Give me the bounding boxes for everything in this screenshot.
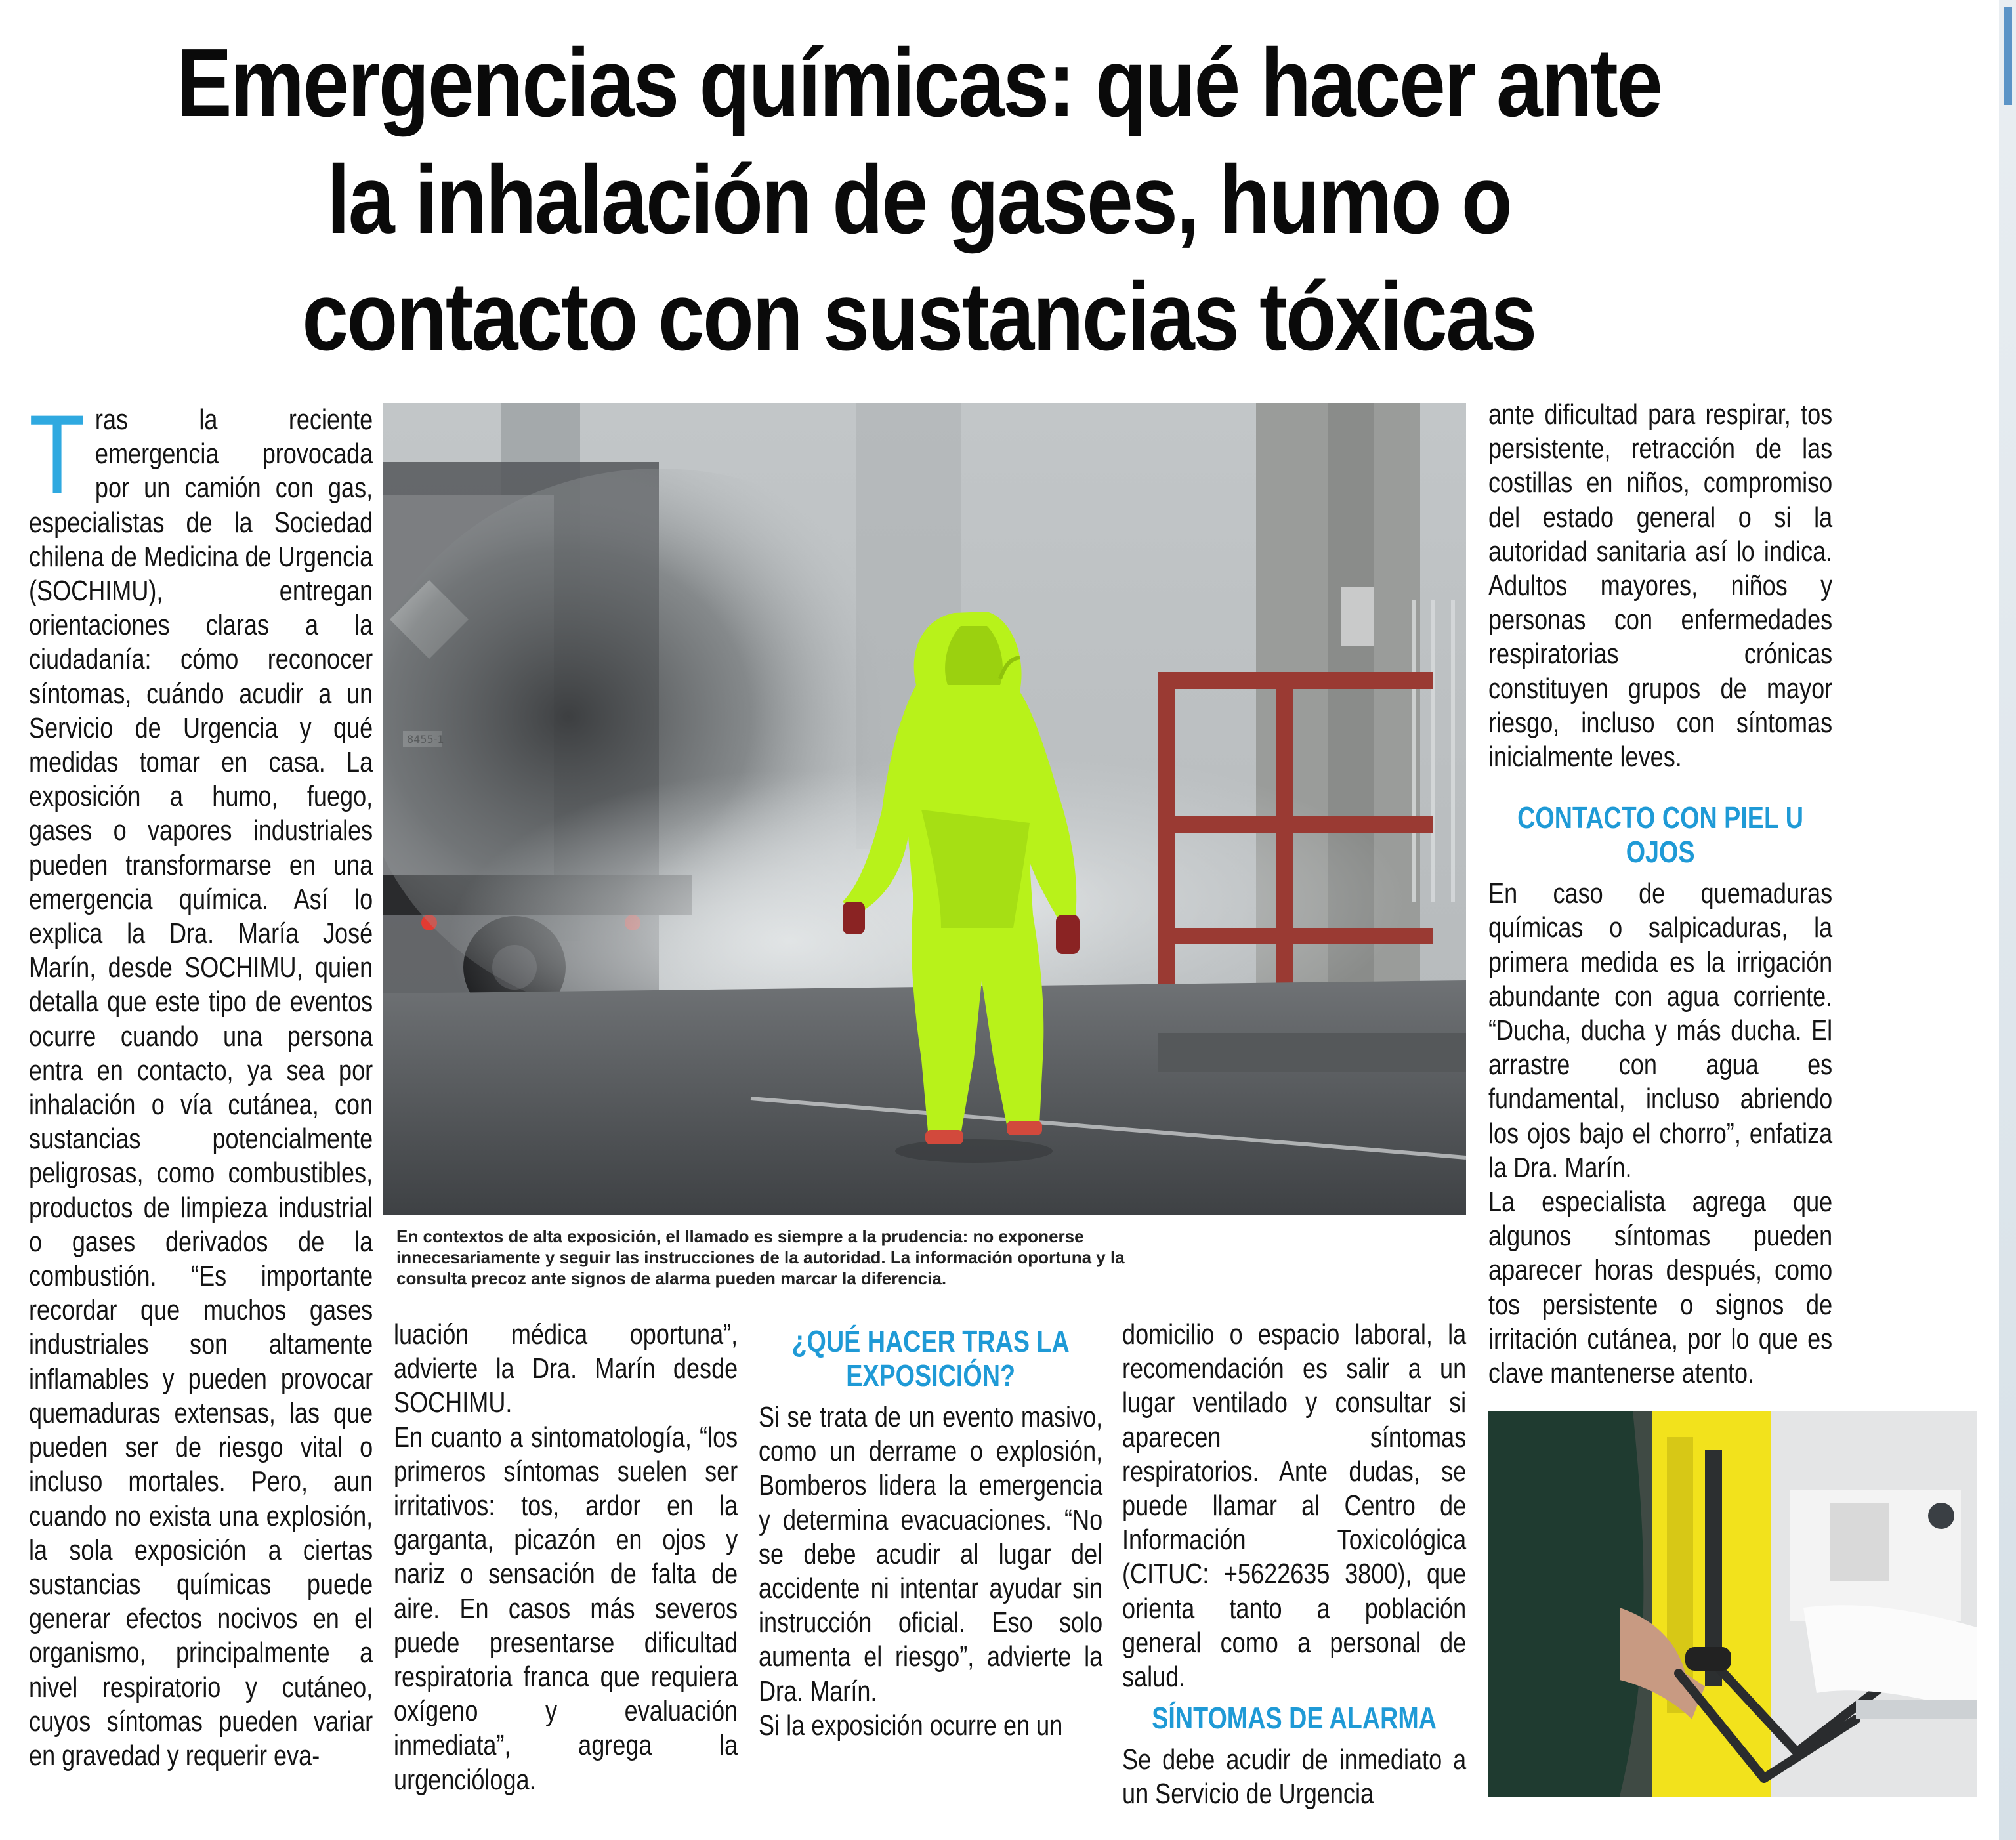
column-5-paragraph-1: ante dificultad para respirar, tos persistente, retracción de las costillas en niños, compromiso del estado general o si la autoridad sanitaria así lo indica. Adultos mayores, niños y personas con enfermedades respiratorias crónicas constituyen grupos de mayor riesgo, incluso con síntomas inicialmente leves. (1488, 398, 1833, 774)
column-2-paragraph-1: luación médica oportuna”, advierte la Dra. Marín desde SOCHIMU. (394, 1318, 738, 1419)
ambulance-stretcher-image (1488, 1411, 1977, 1797)
intro-paragraph: Tras la reciente emergencia provocada por un camión con gas, especialistas de la Sociedad chilena de Medicina de Urgencia (SOCHIMU), entregan orientaciones claras a la ciudadanía: cómo reconocer síntomas, cuándo acudir a un Servicio de Urgencia y qué medidas tomar en casa. La exposición a humo, fuego, gases o vapores industriales pueden transformarse en una emergencia química. Así lo explica la Dra. María José Marín, desde SOCHIMU, quien detalla que este tipo de eventos ocurre cuando una persona entra en contacto, ya sea por inhalación o vía cutánea, con sustancias potencialmente peligrosas, como combustibles, productos de limpieza industrial o gases derivados de la combustión. “Es importante recordar que muchos gases industriales son altamente inflamables y pueden provocar quemaduras extensas, las que pueden ser de riesgo vital o incluso mortales. Pero, aun cuando no exista una explosión, la sola exposición a ciertas sustancias químicas puede generar efectos nocivos en el organismo, principalmente a nivel respiratorio y cutáneo, cuyos síntomas pueden variar en gravedad y requerir eva- (29, 392, 373, 1772)
subhead-alarm-symptoms: SÍNTOMAS DE ALARMA (1152, 1701, 1437, 1736)
hazmat-photo (383, 403, 1466, 1215)
column-2 (394, 1318, 738, 1797)
ambulance-photo (1488, 1411, 1977, 1797)
column-3-paragraph-2: Si la exposición ocurre en un (759, 1709, 1063, 1742)
page-edge-strip (1999, 0, 2016, 1840)
column-3 (759, 1318, 1102, 1743)
column-4-paragraph-1: domicilio o espacio laboral, la recomendación es salir a un lugar ventilado y consultar si aparecen síntomas respiratorios. Ante dudas, se puede llamar al Centro de Información Toxicológica (CITUC: +5622635 3800), que orienta tanto a población general como a personal de salud. (1122, 1318, 1467, 1694)
column-1 (29, 392, 373, 1773)
column-5-paragraph-3: La especialista agrega que algunos síntomas pueden aparecer horas después, como tos persistente o signos de irritación cutánea, por lo que es clave mantenerse atento. (1488, 1186, 1833, 1390)
subhead-skin-eyes: CONTACTO CON PIEL U OJOS (1517, 801, 1804, 869)
page-edge-tab (2004, 7, 2012, 105)
subhead-what-to-do: ¿QUÉ HACER TRAS LA EXPOSICIÓN? (791, 1324, 1070, 1392)
photo-caption: En contextos de alta exposición, el llamado es siempre a la prudencia: no exponerse innecesariamente y seguir las instrucciones de la autoridad. La información oportuna y la consulta precoz ante signos de alarma pueden marcar la diferencia. (396, 1226, 1125, 1288)
column-4 (1122, 1318, 1466, 1812)
hazmat-scene-image (383, 403, 1466, 1215)
column-5-paragraph-2: En caso de quemaduras químicas o salpicaduras, la primera medida es la irrigación abundante con agua corriente. “Ducha, ducha y más ducha. El arrastre con agua es fundamental, incluso abriendo los ojos bajo el chorro”, enfatiza la Dra. Marín. (1488, 877, 1833, 1184)
drop-cap: T (29, 392, 86, 518)
column-4-paragraph-2: Se debe acudir de inmediato a un Servicio de Urgencia (1122, 1744, 1467, 1810)
headline: Emergencias químicas: qué hacer ante la inhalación de gases, humo o contacto con sustancias tóxicas (176, 29, 1662, 371)
column-5 (1488, 398, 1832, 1390)
column-3-paragraph-1: Si se trata de un evento masivo, como un derrame o explosión, Bomberos lidera la emergencia y determina evacuaciones. “No se debe acudir al lugar del accidente ni intentar ayudar sin instrucción oficial. Eso solo aumenta el riesgo”, advierte la Dra. Marín. (759, 1401, 1103, 1707)
column-2-paragraph-2: En cuanto a sintomatología, “los primeros síntomas suelen ser irritativos: tos, ardor en la garganta, picazón en ojos y nariz o sensación de falta de aire. En casos más severos puede presentarse dificultad respiratoria franca que requiera oxígeno y evaluación inmediata”, agrega la urgencióloga. (394, 1421, 738, 1796)
